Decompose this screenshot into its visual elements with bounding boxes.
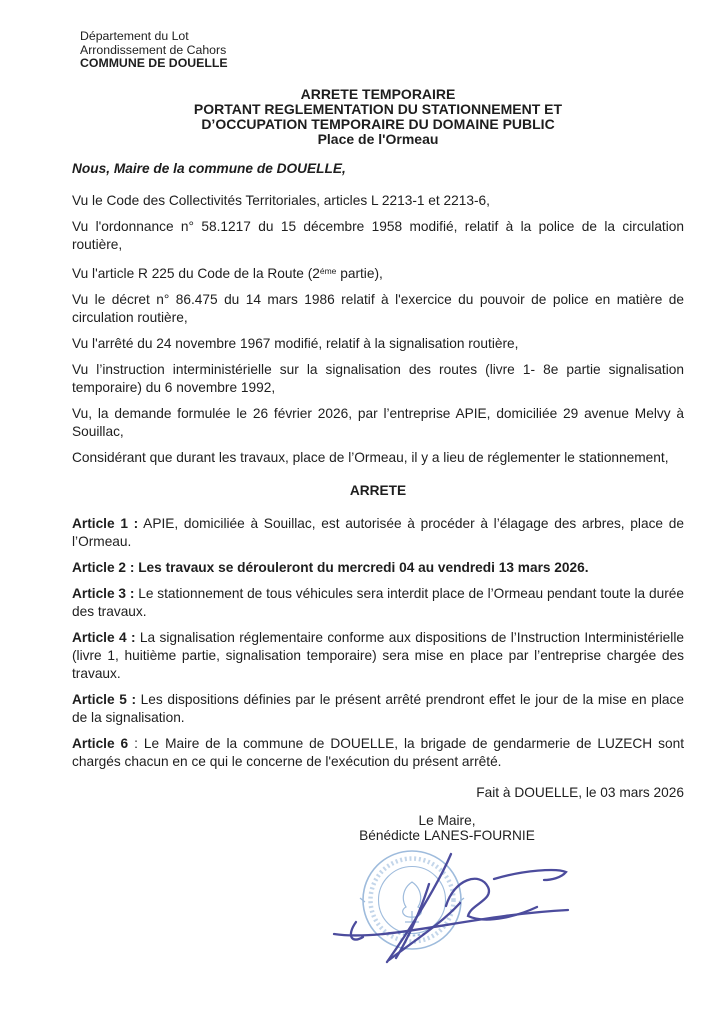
signatory-block [297,813,597,844]
article-label: Article 6 [72,735,129,751]
recital: Vu l'ordonnance n° 58.1217 du 15 décembre 1958 modifié, relatif à la police de la circulation routière, [72,218,684,252]
title-line-4: Place de l'Ormeau [317,131,439,148]
article-body: Le stationnement de tous véhicules sera interdit place de l’Ormeau pendant toute la durée des travaux. [72,585,684,619]
signature-area [330,845,575,967]
intro-line: Nous, Maire de la commune de DOUELLE, [72,160,346,176]
document-title [72,87,684,148]
article-label: Article 5 : [72,691,137,707]
signatory-title: Le Maire, [418,812,476,828]
considerant-paragraph: Considérant que durant les travaux, place de l’Ormeau, il y a lieu de réglementer le stationnement, [72,449,669,465]
recital [72,262,684,283]
arrete-heading: ARRETE [349,482,407,498]
article-paragraph [72,735,684,771]
article-body: La signalisation réglementaire conforme aux dispositions de l’Instruction Interministérielle (livre 1, huitième partie, signalisation temporaire) sera mise en place par l’entreprise chargée des travaux. [72,629,684,681]
recital-text: partie), [336,265,383,281]
letterhead-arrondissement: Arrondissement de Cahors [80,42,227,57]
article-paragraph [72,515,684,551]
recital: Vu l'arrêté du 24 novembre 1967 modifié, relatif à la signalisation routière, [72,335,519,351]
signatory-name: Bénédicte LANES-FOURNIE [359,827,535,843]
article-body: Les travaux se dérouleront du mercredi 04 au vendredi 13 mars 2026. [134,559,589,575]
article-paragraph [72,629,684,683]
letterhead-commune: COMMUNE DE DOUELLE [80,56,228,70]
title-line-3: D’OCCUPATION TEMPORAIRE DU DOMAINE PUBLIC [201,116,555,133]
recital: Vu le Code des Collectivités Territoriales, articles L 2213-1 et 2213-6, [72,192,490,208]
article-paragraph [72,559,684,577]
article-body: Les dispositions définies par le présent arrêté prendront effet le jour de la mise en place de la signalisation. [72,691,684,725]
article-label: Article 4 : [72,629,136,645]
article-paragraph [72,585,684,621]
article-label: Article 1 : [72,515,139,531]
article-paragraph [72,691,684,727]
recital: Vu, la demande formulée le 26 février 2026, par l’entreprise APIE, domiciliée 29 avenue Melvy à Souillac, [72,405,684,439]
place-date-line: Fait à DOUELLE, le 03 mars 2026 [476,784,684,800]
letterhead [72,30,684,71]
article-label: Article 3 : [72,585,135,601]
recital: Vu l’instruction interministérielle sur la signalisation des routes (livre 1- 8e partie signalisation temporaire) du 6 novembre 1992, [72,361,684,395]
title-line-2: PORTANT REGLEMENTATION DU STATIONNEMENT ET [193,100,563,117]
signature-and-stamp [330,845,575,967]
ordinal-superscript: éme [319,265,337,276]
recital: Vu le décret n° 86.475 du 14 mars 1986 relatif à l'exercice du pouvoir de police en matière de circulation routière, [72,291,684,325]
article-body: APIE, domiciliée à Souillac, est autorisée à procéder à l’élagage des arbres, place de l’Ormeau. [72,515,684,549]
recital-text: Vu l'article R 225 du Code de la Route (2 [72,265,320,281]
title-line-1: ARRETE TEMPORAIRE [300,85,456,102]
article-label: Article 2 : [72,559,135,575]
article-body: : Le Maire de la commune de DOUELLE, la brigade de gendarmerie de LUZECH sont chargés chacun en ce qui le concerne de l'exécution du présent arrêté. [72,735,685,769]
letterhead-departement: Département du Lot [80,29,189,43]
